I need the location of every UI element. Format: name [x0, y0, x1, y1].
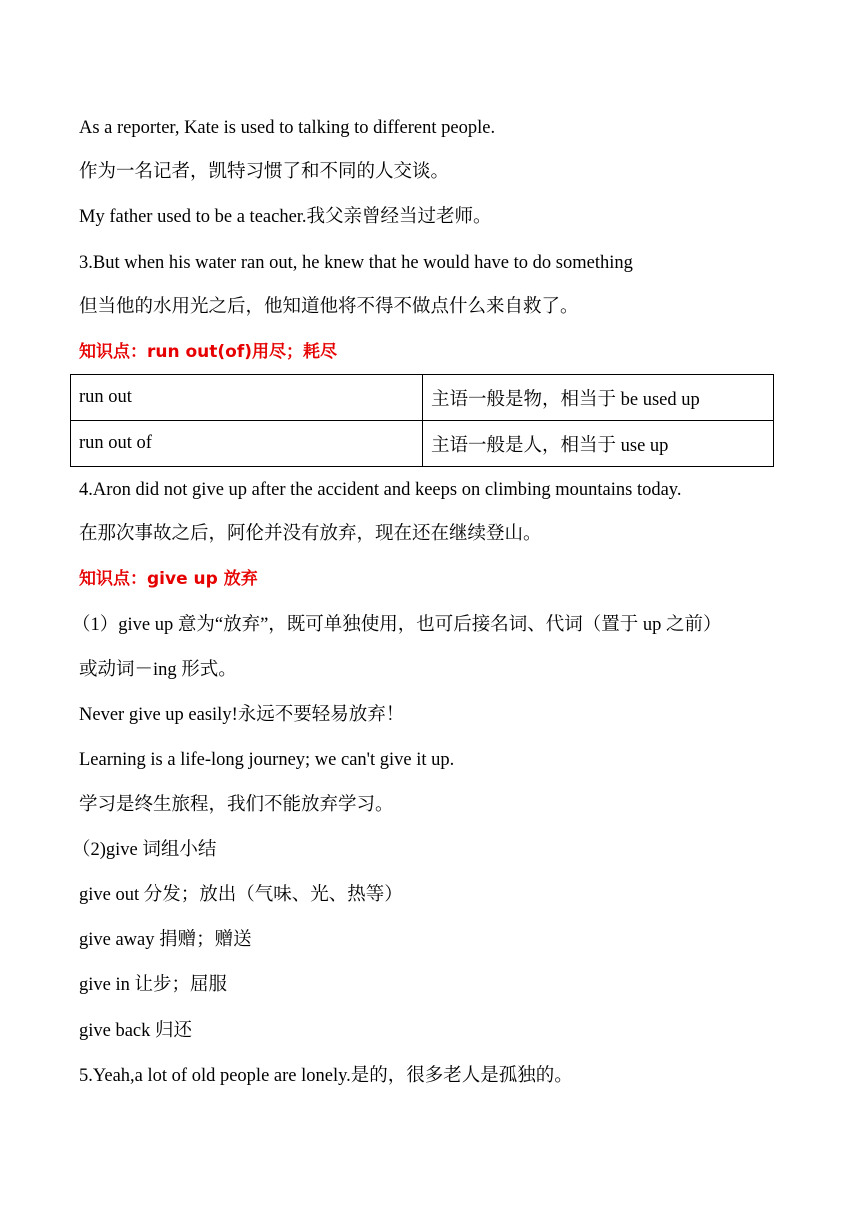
text-line: As a reporter, Kate is used to talking to different people. — [79, 118, 496, 138]
text-line: give out 分发；放出（气味、光、热等） — [79, 885, 403, 905]
text-line: give away 捐赠；赠送 — [79, 930, 252, 950]
text-line: 但当他的水用光之后，他知道他将不得不做点什么来自救了。 — [79, 297, 579, 317]
table-cell: run out — [71, 375, 423, 421]
table-cell: 主语一般是物，相当于 be used up — [423, 375, 774, 421]
table-row — [71, 375, 774, 421]
text-line: 或动词－ing 形式。 — [79, 660, 237, 680]
comparison-table — [70, 374, 774, 467]
knowledge-point-heading: 知识点：run out(of)用尽；耗尽 — [79, 342, 338, 362]
text-line: give back 归还 — [79, 1021, 193, 1041]
text-line: give in 让步；屈服 — [79, 975, 227, 995]
text-line: 3.But when his water ran out, he knew that he would have to do something — [79, 253, 633, 273]
text-line: 5.Yeah,a lot of old people are lonely.是的，很多老人是孤独的。 — [79, 1066, 573, 1086]
text-line: （2)give 词组小结 — [72, 840, 217, 860]
text-line: 在那次事故之后，阿伦并没有放弃，现在还在继续登山。 — [79, 524, 542, 544]
text-line: 学习是终生旅程，我们不能放弃学习。 — [79, 795, 394, 815]
text-line: （1）give up 意为“放弃”，既可单独使用，也可后接名词、代词（置于 up 之前） — [72, 615, 722, 635]
knowledge-point-heading: 知识点：give up 放弃 — [79, 569, 258, 589]
text-line: Never give up easily!永远不要轻易放弃！ — [79, 705, 405, 725]
text-line: Learning is a life-long journey; we can't give it up. — [79, 750, 455, 770]
text-line: 作为一名记者，凯特习惯了和不同的人交谈。 — [79, 162, 450, 182]
text-line: My father used to be a teacher.我父亲曾经当过老师。 — [79, 207, 492, 227]
table-cell: run out of — [71, 421, 423, 467]
table-cell: 主语一般是人，相当于 use up — [423, 421, 774, 467]
table-row — [71, 421, 774, 467]
text-line: 4.Aron did not give up after the accident and keeps on climbing mountains today. — [79, 480, 682, 500]
